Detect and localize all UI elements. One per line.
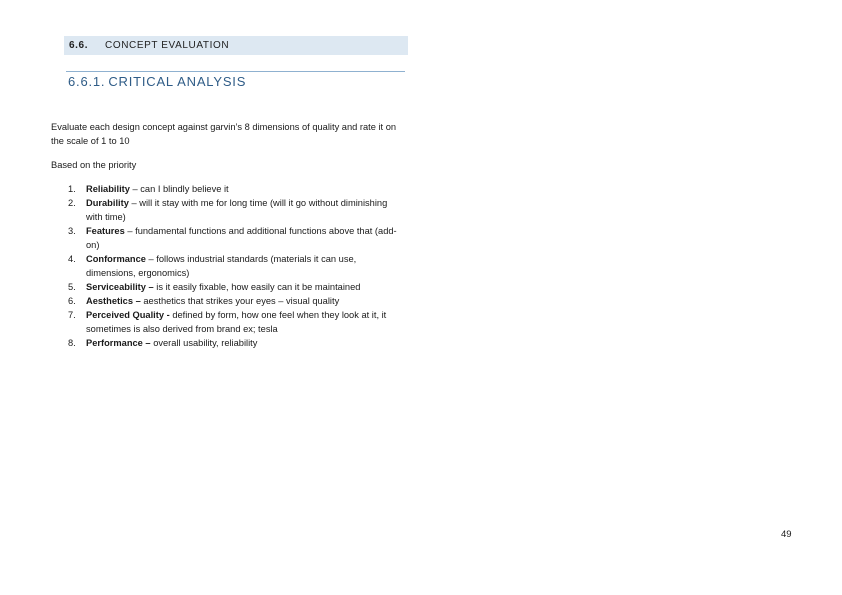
list-item-description: overall usability, reliability (153, 338, 258, 348)
list-item-description: can I blindly believe it (140, 184, 229, 194)
list-item-description: defined by form, how one feel when they look at it, it sometimes is also derived from brand ex; tesla (86, 310, 387, 334)
list-item-term: Reliability (86, 184, 130, 194)
list-item-term: Features (86, 226, 125, 236)
subsection-heading (68, 74, 246, 89)
list-item-number: 1. (68, 184, 76, 194)
list-item (51, 294, 403, 308)
subsection-title: CRITICAL ANALYSIS (108, 74, 247, 89)
section-heading (64, 36, 408, 55)
list-item-term: Serviceability – (86, 282, 154, 292)
list-item-separator: – (129, 184, 141, 194)
list-item (51, 280, 403, 294)
section-title: CONCEPT EVALUATION (105, 40, 230, 51)
list-item-number: 7. (68, 310, 76, 320)
list-item-term: Durability (86, 198, 129, 208)
list-item (51, 196, 403, 224)
list-item-term: Aesthetics – (86, 296, 141, 306)
list-item-separator: – (128, 198, 140, 208)
list-item-separator: – (124, 226, 136, 236)
list-item-term: Performance – (86, 338, 151, 348)
section-number: 6.6. (69, 40, 89, 51)
list-item (51, 224, 403, 252)
subsection-divider (66, 71, 405, 72)
quality-dimensions-list (51, 182, 403, 350)
priority-note: Based on the priority (51, 160, 137, 170)
list-item-term: Perceived Quality - (86, 310, 170, 320)
list-item-description: fundamental functions and additional functions above that (add-on) (86, 226, 397, 250)
list-item (51, 308, 403, 336)
list-item (51, 252, 403, 280)
list-item-description: aesthetics that strikes your eyes – visual quality (143, 296, 340, 306)
list-item-separator: – (145, 254, 157, 264)
list-item-number: 4. (68, 254, 76, 264)
subsection-number: 6.6.1. (68, 74, 106, 89)
list-item-number: 6. (68, 296, 76, 306)
list-item (51, 182, 403, 196)
list-item-number: 3. (68, 226, 76, 236)
intro-paragraph: Evaluate each design concept against garvin’s 8 dimensions of quality and rate it on the scale of 1 to 10 (51, 122, 397, 146)
list-item-description: will it stay with me for long time (will it go without diminishing with time) (86, 198, 388, 222)
page-number: 49 (781, 529, 792, 540)
list-item-description: follows industrial standards (materials it can use, dimensions, ergonomics) (86, 254, 357, 278)
list-item-description: is it easily fixable, how easily can it be maintained (156, 282, 361, 292)
list-item-number: 8. (68, 338, 76, 348)
list-item (51, 336, 403, 350)
list-item-term: Conformance (86, 254, 146, 264)
list-item-number: 5. (68, 282, 76, 292)
list-item-number: 2. (68, 198, 76, 208)
